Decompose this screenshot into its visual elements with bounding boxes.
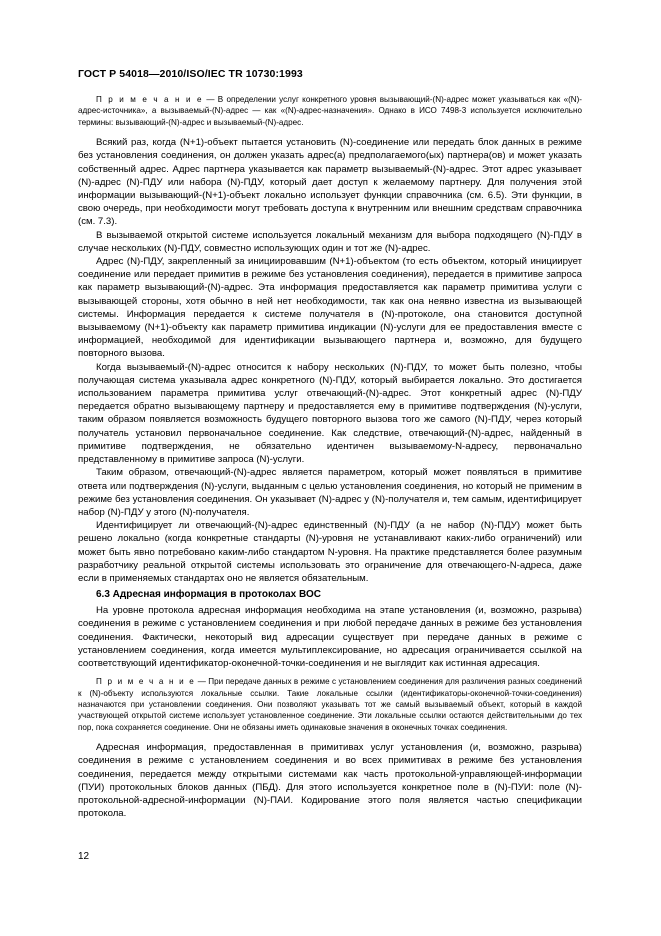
paragraph: Адрес (N)-ПДУ, закрепленный за инициировавшим (N+1)-объектом (то есть объектом, который инициирует соединение или передает примитив в режиме без установления соединения), передается в примитиве запроса как параметр вызывающий-(N)-адрес. Эта информация предоставляется как параметр примитива услуги с вызывающей стороны, хотя обычно в ней нет необходимости, так как она неявно известна из вызывающей системы. Информация передается к системе получателя в (N)-протоколе, она становится доступной вызываемому (N+1)-объекту как параметр примитива индикации (N)-услуги для ее предоставления вместе с информацией, необходимой для идентификации вызывающего партнера и, возможно, для будущего повторного вызова. <box>78 256 582 360</box>
paragraph: Идентифицирует ли отвечающий-(N)-адрес единственный (N)-ПДУ (а не набор (N)-ПДУ) может быть решено локально (когда конкретные стандарты (N)-уровня не устанавливают каких-либо ограничений) или может быть явно потребовано каким-либо стандартом N-уровня. На практике представляется более разумным разработчику реальной открытой системы использовать это ограничение для отвечающего-N-адреса, даже если в применяемых стандартах оно не является обязательным. <box>78 520 582 584</box>
paragraph: Всякий раз, когда (N+1)-объект пытается установить (N)-соединение или передать блок данных в режиме без установления соединения, он должен указать адрес(а) предполагаемого(ых) партнера(ов) и может указать собственный адрес. Адрес партнера указывается как параметр вызываемый-(N)-адрес. Этот адрес указывает (N)-адрес (N)-ПДУ или набора (N)-ПДУ, который дает доступ к желаемому партнеру. Для получения этой информации вызывающий-(N+1)-объект локально использует функции справочника (см. 6.5). Эти функции, в свою очередь, при необходимости могут требовать доступа к внутренним или внешним средствам справочника (см. 7.3). <box>78 137 582 228</box>
paragraph: Адресная информация, предоставленная в примитивах услуг установления (и, возможно, разрыва) соединения в режиме с установлением соединения и во всех примитивах в режиме без установления соединения, передается между открытыми системами как часть протокольной-управляющей-информации (ПУИ) протокольных блоков данных (ПБД). Для этого используется конкретное поле в (N)-ПУИ: поле (N)-протокольной-адресной-информации (N)-ПАИ. Кодирование этого поля является частью спецификации протокола. <box>78 742 582 820</box>
section-heading: 6.3 Адресная информация в протоколах ВОС <box>96 589 321 601</box>
spacer <box>78 128 582 136</box>
paragraph: Таким образом, отвечающий-(N)-адрес является параметром, который может появляться в примитиве ответа или подтверждения (N)-услуги, выданным с целью установления соединения, но который не применим в режиме без установления соединения. Он указывает (N)-адрес у (N)-получателя и, тем самым, идентифицирует набор (N)-ПДУ у этого (N)-получателя. <box>78 467 582 518</box>
paragraph: Когда вызываемый-(N)-адрес относится к набору нескольких (N)-ПДУ, то может быть полезно, чтобы получающая система указывала адрес конкретного (N)-ПДУ, который выбирается локально. Это достигается использованием параметра примитива услуг отвечающий-(N)-адрес. Этот конкретный адрес (N)-ПДУ передается обратно вызывающему партнеру и предоставляется ему в примитиве подтверждения (N)-услуги, таким образом появляется возможность будущего повторного вызова того же самого (N)-ПДУ, через который получатель установил первоначальное соединение. Как следствие, отвечающий-(N)-адрес, найденный в примитиве подтверждения, не обязательно идентичен вызываемому-N-адресу, первоначально представленному в примитиве запроса (N)-услуги. <box>78 361 582 466</box>
note-1-label: П р и м е ч а н и е <box>96 95 204 104</box>
paragraph: В вызываемой открытой системе используется локальный механизм для выбора подходящего (N)-ПДУ в случае нескольких (N)-ПДУ, совместно использующих один и тот же (N)-адрес. <box>78 229 582 254</box>
document-header: ГОСТ Р 54018—2010/ISO/IEC TR 10730:1993 <box>78 68 303 80</box>
note-1-text: — В определении услуг конкретного уровня вызывающий-(N)-адрес может указываться как «(N)-адрес-источника», а вызываемый-(N)-адрес — как «(N)-адрес-назначения». Однако в ИСО 7498-3 используется исключительно термины: вызывающий-(N)-адрес и вызываемый-(N)-адрес. <box>78 95 582 127</box>
note-2 <box>78 676 582 733</box>
note-2-text: — При передаче данных в режиме с установлением соединения для различения разных соединений к (N)-объекту используются локальные ссылки. Такие локальные ссылки (идентификаторы-оконечной-точки-соединения) назначаются при установлении соединения. Они позволяют указывать тот же самый вызываемый объект, который в каждой участвующей открытой системе использует установленное соединение. Эти локальные ссылки остаются действительными до тех пор, пока сохраняется соединение. Они не обязаны иметь одинаковые значения в оконечных точках соединения. <box>78 677 582 732</box>
note-2-label: П р и м е ч а н и е <box>96 677 196 687</box>
document-page <box>78 68 582 820</box>
note-1 <box>78 94 582 128</box>
spacer <box>78 733 582 741</box>
paragraph: На уровне протокола адресная информация необходима на этапе установления (и, возможно, разрыва) соединения в режиме с установлением соединения и при любой передаче данных в режиме без установления соединения. Фактически, некоторый вид адресации существует при передаче данных в режиме с установлением соединения, когда имеется мультиплексирование, но адресация ограничивается ссылкой на соответствующий идентификатор-оконечной-точки-соединения и не выглядит как истинная адресация. <box>78 605 582 669</box>
page-number: 12 <box>78 851 90 862</box>
